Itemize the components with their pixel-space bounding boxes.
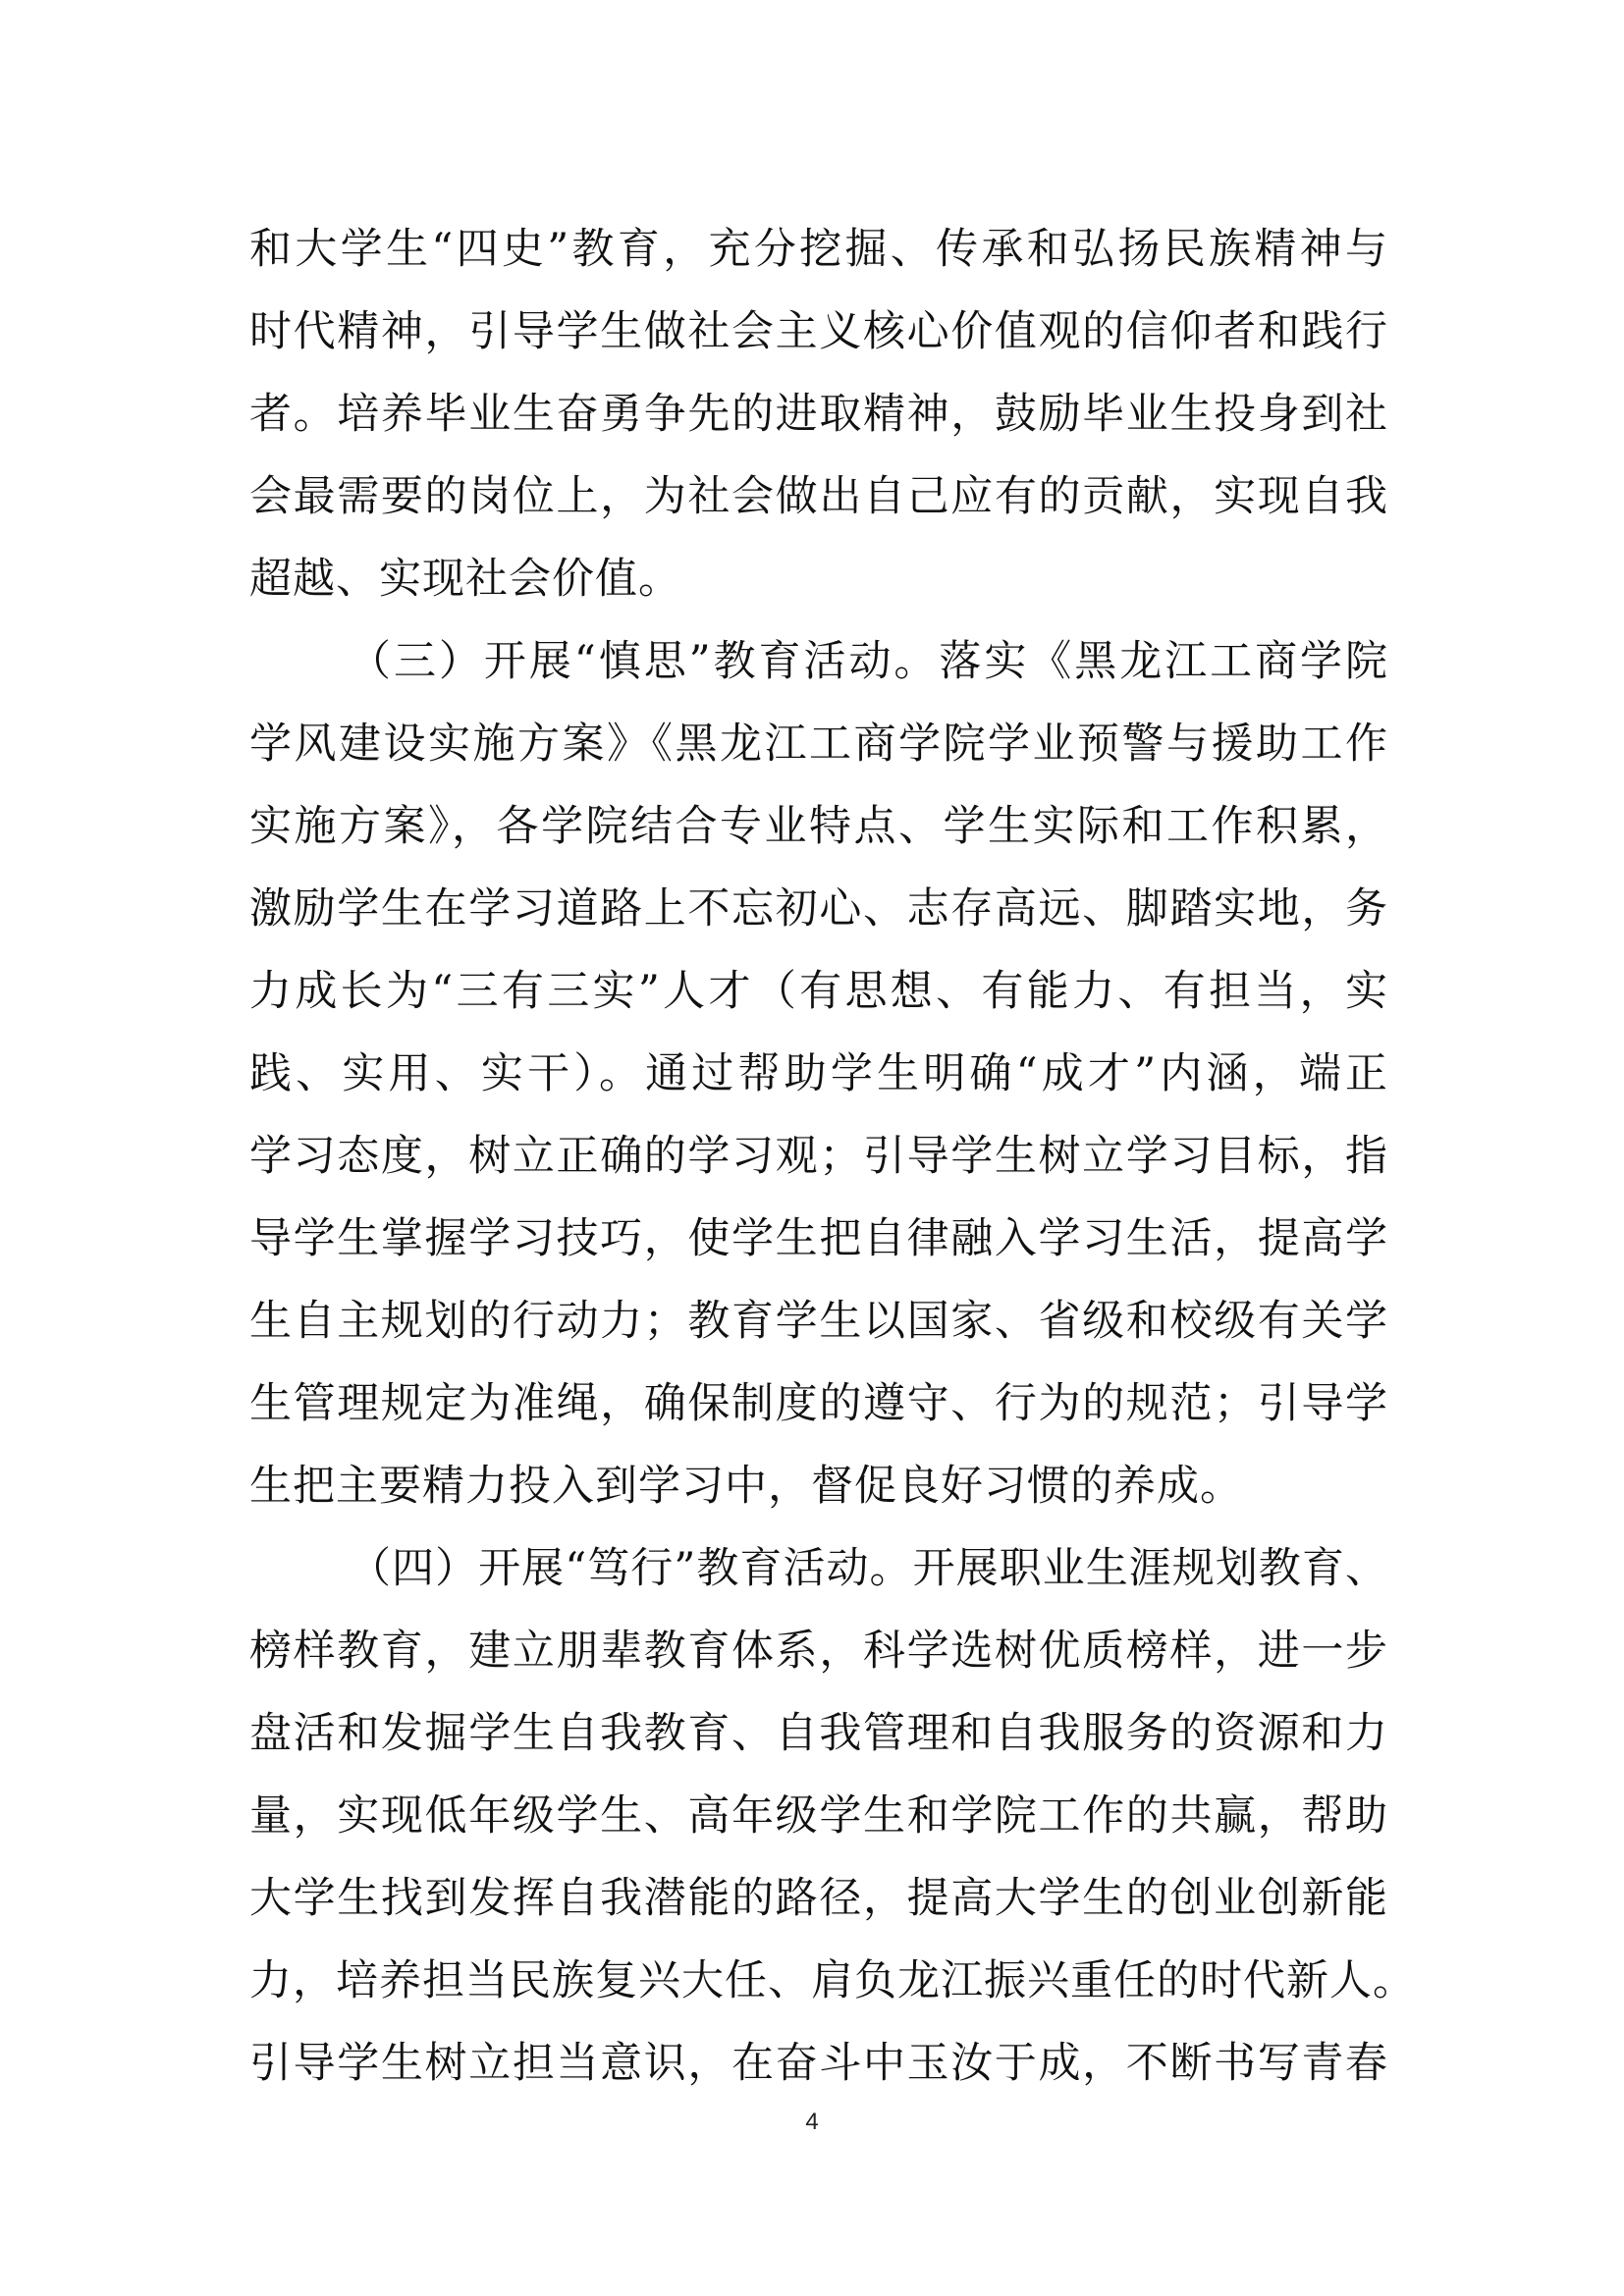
text-line: 践、实用、实干）。通过帮助学生明确“成才”内涵，端正 (249, 1049, 1388, 1098)
text-line: 超越、实现社会价值。 (249, 555, 681, 604)
text-line: 大学生找到发挥自我潜能的路径，提高大学生的创业创新能 (249, 1874, 1388, 1923)
text-line: 时代精神，引导学生做社会主义核心价值观的信仰者和践行 (249, 307, 1388, 356)
text-line: 导学生掌握学习技巧，使学生把自律融入学习生活，提高学 (249, 1214, 1388, 1263)
text-line: 者。培养毕业生奋勇争先的进取精神，鼓励毕业生投身到社 (249, 390, 1388, 439)
text-line: 生把主要精力投入到学习中，督促良好习惯的养成。 (249, 1462, 1243, 1511)
text-line: 会最需要的岗位上，为社会做出自己应有的贡献，实现自我 (249, 472, 1388, 521)
text-line: 力成长为“三有三实”人才（有思想、有能力、有担当，实 (249, 967, 1388, 1016)
text-line: 学风建设实施方案》《黑龙江工商学院学业预警与援助工作 (249, 720, 1388, 769)
text-line: 生自主规划的行动力；教育学生以国家、省级和校级有关学 (249, 1297, 1388, 1346)
text-line: 力，培养担当民族复兴大任、肩负龙江振兴重任的时代新人。 (249, 1956, 1416, 2005)
page-number: 4 (805, 2109, 819, 2135)
text-line: 量，实现低年级学生、高年级学生和学院工作的共赢，帮助 (249, 1791, 1388, 1841)
text-line: 学习态度，树立正确的学习观；引导学生树立学习目标，指 (249, 1132, 1388, 1181)
text-line: 激励学生在学习道路上不忘初心、志存高远、脚踏实地，务 (249, 884, 1388, 934)
section-four-heading-line: （四）开展“笃行”教育活动。开展职业生涯规划教育、 (349, 1544, 1388, 1593)
section-three-heading-line: （三）开展“慎思”教育活动。落实《黑龙江工商学院 (349, 637, 1388, 686)
text-line: 和大学生“四史”教育，充分挖掘、传承和弘扬民族精神与 (249, 225, 1388, 274)
text-line: 实施方案》，各学院结合专业特点、学生实际和工作积累， (249, 802, 1388, 851)
text-line: 榜样教育，建立朋辈教育体系，科学选树优质榜样，进一步 (249, 1627, 1388, 1676)
text-line: 生管理规定为准绳，确保制度的遵守、行为的规范；引导学 (249, 1379, 1388, 1428)
text-line: 盘活和发掘学生自我教育、自我管理和自我服务的资源和力 (249, 1709, 1388, 1758)
text-line: 引导学生树立担当意识，在奋斗中玉汝于成，不断书写青春 (249, 2039, 1388, 2088)
